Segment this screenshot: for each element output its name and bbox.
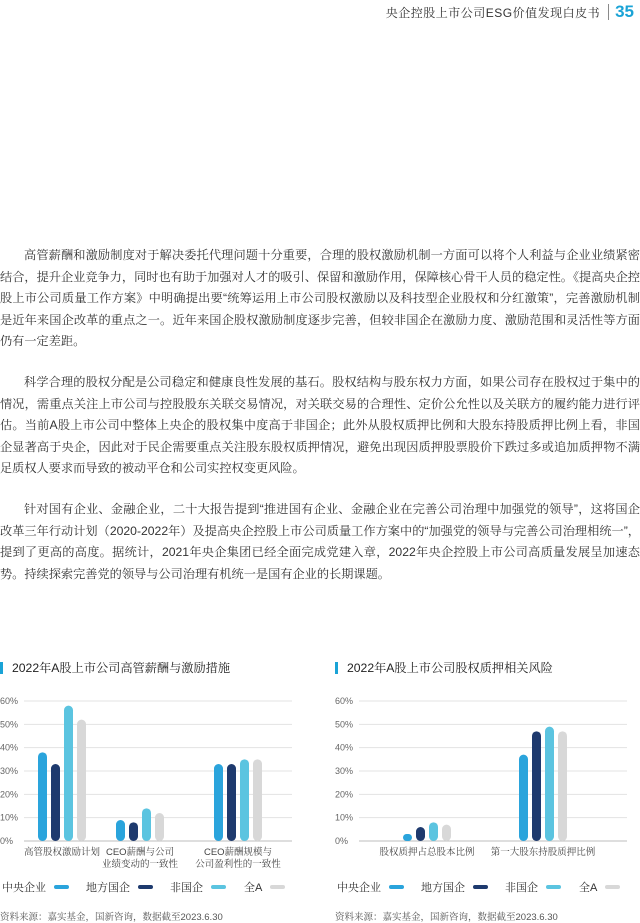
- x-category-label: 第一大股东持股质押比例: [490, 847, 596, 858]
- legend-swatch: [211, 885, 226, 889]
- bar-地方国企: [51, 764, 60, 841]
- legend-item: [244, 879, 285, 895]
- y-tick-label: 10%: [0, 812, 19, 823]
- bar-中央企业: [214, 764, 223, 841]
- paragraph-3: 针对国有企业、金融企业，二十大报告提到“推进国有企业、金融企业在完善公司治理中加强党的领导”，这将国企改革三年行动计划（2020-2022年）及提高央企控股上市公司质量工作方案中的“加强党的领导与完善公司治理相统一”，提到了更高的高度。据统计，2021年央企集团已经全面完成党建入章，2022年央企控股上市公司高质量发展呈加速态势。持续探索完善党的领导与公司治理有机统一是国有企业的长期课题。: [0, 501, 640, 581]
- bar-非国企: [240, 759, 249, 841]
- y-tick-label: 50%: [335, 719, 354, 730]
- title-accent-bar: [0, 662, 3, 674]
- paragraph-2: 科学合理的股权分配是公司稳定和健康良性发展的基石。股权结构与股东权力方面，如果公司存在股权过于集中的情况，需重点关注上市公司与控股股东关联交易情况，对关联交易的合理性、定价公允性以及关联方的履约能力进行评估。当前A股上市公司中整体上央企的股权集中度高于非国企；此外从股权质押比例和大股东持股质押比例上看，非国企显著高于央企，因此对于民企需要重点关注股东股权质押情况，避免出现因质押股票股价下跌过多或追加质押物不满足质权人要求而导致的被动平仓和公司实控权变更风险。: [0, 374, 640, 476]
- x-category-label: 股权质押占总股本比例: [379, 847, 475, 858]
- y-tick-label: 60%: [335, 696, 354, 706]
- bar-地方国企: [532, 731, 541, 841]
- bar-非国企: [429, 822, 438, 841]
- title-accent-bar: [335, 662, 338, 674]
- bar-中央企业: [38, 752, 47, 841]
- page-header: [386, 0, 640, 24]
- chart-executive-compensation: [0, 655, 300, 895]
- x-category-label: 公司盈利性的一致性: [195, 859, 281, 870]
- y-tick-label: 20%: [335, 789, 354, 800]
- y-tick-label: 0%: [335, 836, 349, 846]
- source-note: 资料来源：嘉实基金，国新咨询，数据截至2023.6.30: [0, 912, 223, 923]
- header-title: 央企控股上市公司ESG价值发现白皮书: [385, 5, 601, 20]
- bar-中央企业: [519, 755, 528, 841]
- x-category-label: 业绩变动的一致性: [101, 859, 179, 870]
- legend-item: [421, 879, 488, 895]
- legend-swatch: [605, 885, 620, 889]
- legend-swatch: [138, 885, 153, 889]
- legend-label: 中央企业: [2, 882, 46, 894]
- y-tick-label: 20%: [0, 789, 19, 800]
- source-note: 资料来源：嘉实基金，国新咨询，数据截至2023.6.30: [335, 912, 558, 923]
- legend-label: 全A: [244, 882, 263, 894]
- legend-swatch: [54, 885, 69, 889]
- bar-全A: [253, 759, 262, 841]
- x-category-label: CEO薪酬规模与: [203, 847, 273, 858]
- legend-item: [170, 879, 226, 895]
- legend-item: [86, 879, 153, 895]
- legend-label: 全A: [579, 882, 598, 894]
- bar-非国企: [142, 808, 151, 841]
- x-category-label: CEO薪酬与公司: [105, 847, 175, 858]
- bar-全A: [442, 825, 451, 841]
- y-tick-label: 50%: [0, 719, 19, 730]
- legend-swatch: [389, 885, 404, 889]
- chart-plot: [0, 695, 300, 875]
- legend-label: 非国企: [170, 882, 203, 894]
- bar-全A: [77, 720, 86, 841]
- legend-item: [337, 879, 404, 895]
- legend-item: [579, 879, 620, 895]
- bar-中央企业: [116, 820, 125, 841]
- chart-title-text: 2022年A股上市公司股权质押相关风险: [347, 661, 553, 675]
- legend-item: [2, 879, 69, 895]
- bar-地方国企: [416, 827, 425, 841]
- legend-label: 中央企业: [337, 882, 381, 894]
- bar-全A: [558, 731, 567, 841]
- body-text: [0, 245, 640, 604]
- bar-地方国企: [129, 822, 138, 841]
- bar-地方国企: [227, 764, 236, 841]
- legend-item: [505, 879, 561, 895]
- legend-label: 地方国企: [421, 882, 465, 894]
- y-tick-label: 30%: [0, 766, 19, 776]
- legend-label: 非国企: [505, 882, 538, 894]
- legend-label: 地方国企: [86, 882, 130, 894]
- bar-全A: [155, 813, 164, 841]
- bar-中央企业: [403, 834, 412, 841]
- header-divider: [608, 4, 609, 20]
- page-number: 35: [615, 2, 634, 21]
- legend-swatch: [546, 885, 561, 889]
- paragraph-1: 高管薪酬和激励制度对于解决委托代理问题十分重要，合理的股权激励机制一方面可以将个人利益与企业业绩紧密结合，提升企业竞争力，同时也有助于加强对人才的吸引、保留和激励作用，保障核心骨干人员的稳定性。《提高央企控股上市公司质量工作方案》中明确提出要“统筹运用上市公司股权激励以及科技型企业股权和分红激策”，完善激励机制是近年来国企改革的重点之一。近年来国企股权激励制度逐步完善，但较非国企在激励力度、激励范围和灵活性等方面仍有一定差距。: [0, 248, 640, 349]
- y-tick-label: 30%: [335, 766, 354, 776]
- y-tick-label: 0%: [0, 836, 14, 846]
- y-tick-label: 10%: [335, 812, 354, 823]
- legend-swatch: [473, 885, 488, 889]
- chart-pledge-risk: [335, 655, 635, 895]
- legend-left: [0, 879, 640, 895]
- chart-plot: [335, 695, 635, 875]
- x-category-label: 高管股权激励计划: [23, 847, 101, 858]
- legend-swatch: [270, 885, 285, 889]
- chart-title: [335, 659, 553, 676]
- chart-title: [0, 659, 230, 676]
- chart-title-text: 2022年A股上市公司高管薪酬与激励措施: [12, 661, 231, 675]
- y-tick-label: 60%: [0, 696, 19, 706]
- y-tick-label: 40%: [335, 742, 354, 753]
- y-tick-label: 40%: [0, 742, 19, 753]
- bar-非国企: [64, 706, 73, 841]
- bar-非国企: [545, 727, 554, 841]
